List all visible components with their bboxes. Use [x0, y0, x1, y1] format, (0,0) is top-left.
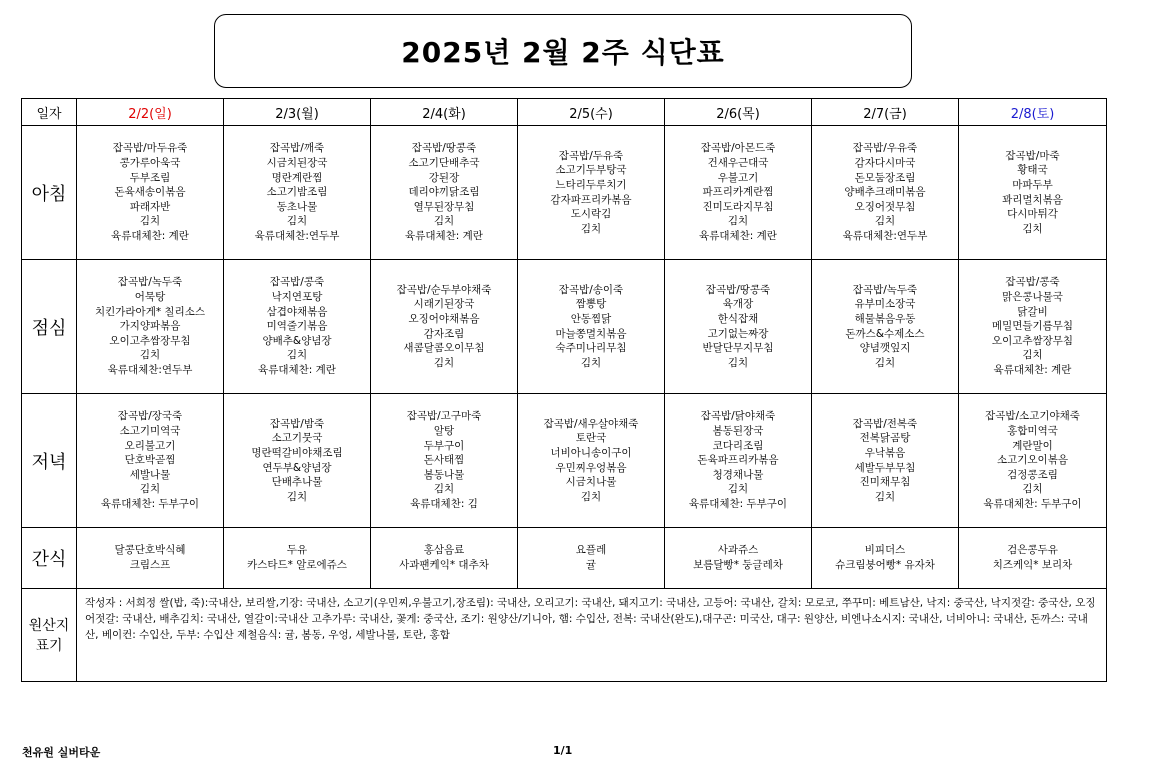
menu-cell [812, 260, 959, 394]
menu-item: 알탕 [433, 425, 455, 438]
menu-item: 단배추나물 [271, 476, 323, 489]
menu-item: 소고기단배추국 [408, 157, 480, 170]
menu-item: 김치 [139, 215, 161, 228]
menu-cell [518, 394, 665, 528]
menu-cell [812, 528, 959, 589]
menu-item: 청경채나물 [712, 468, 764, 481]
menu-item: 잡곡밥/녹두죽 [117, 276, 183, 289]
menu-item: 검은콩두유 [1007, 544, 1058, 557]
menu-item: 슈크림붕어빵* 유자차 [835, 559, 935, 571]
menu-item: 닭갈비 [1017, 305, 1048, 318]
menu-item: 육개장 [722, 298, 754, 311]
menu-item: 잡곡밥/밤죽 [269, 417, 325, 430]
menu-item: 돈모둠장조림 [854, 171, 916, 184]
menu-item: 소고기미역국 [119, 425, 181, 438]
menu-item: 사과쥬스 [717, 544, 759, 557]
menu-item: 강된장 [428, 171, 460, 184]
menu-cell [518, 528, 665, 589]
menu-item: 삼겹야채볶음 [266, 305, 328, 318]
menu-item: 감자다시마국 [854, 157, 916, 170]
day-header-0: 2/2(일) [77, 99, 224, 126]
menu-item: 파래자반 [129, 200, 171, 213]
menu-item: 너비아니송이구이 [550, 446, 632, 459]
menu-item: 비피더스 [864, 544, 906, 557]
menu-item: 양배추&양념장 [262, 334, 332, 347]
menu-item: 김치 [139, 483, 161, 496]
menu-item: 두부구이 [423, 439, 465, 452]
menu-cell [959, 260, 1107, 394]
footer-organization: 천유원 실버타운 [22, 746, 101, 759]
menu-item: 마파두부 [1012, 178, 1053, 191]
menu-item: 감자파프리카볶음 [550, 193, 632, 206]
menu-item: 오징어야채볶음 [408, 312, 480, 325]
menu-item: 소고기밤조림 [266, 186, 328, 199]
meal-row-0 [22, 126, 1107, 260]
menu-item: 잡곡밥/마두유죽 [112, 142, 188, 155]
menu-item: 시금치나물 [565, 476, 617, 489]
origin-label: 원산지 표기 [22, 589, 77, 682]
menu-item: 돈사태찜 [423, 454, 465, 467]
menu-item: 콩가루아욱국 [119, 157, 181, 170]
menu-item: 느타리두루치기 [555, 178, 627, 191]
menu-cell [371, 260, 518, 394]
menu-item: 오이고추쌈장무침 [991, 334, 1074, 347]
menu-item: 열무된장무침 [413, 200, 475, 213]
menu-item: 단호박곧찜 [124, 454, 176, 467]
menu-item: 진미도라지무침 [702, 200, 774, 213]
menu-item: 오리불고기 [124, 439, 176, 452]
menu-item: 김치 [1022, 222, 1043, 235]
menu-cell [665, 126, 812, 260]
menu-item: 크림스프 [129, 559, 171, 571]
menu-item: 검정콩조림 [1007, 468, 1058, 481]
menu-item: 사과팬케익* 대추차 [399, 559, 489, 571]
menu-cell [665, 528, 812, 589]
menu-cell [665, 260, 812, 394]
menu-item: 어묵탕 [134, 291, 166, 304]
menu-item: 시금치된장국 [266, 157, 328, 170]
menu-item: 봄동나물 [423, 468, 465, 481]
menu-item: 달콩단호박식혜 [114, 544, 186, 557]
day-header-3: 2/5(수) [518, 99, 665, 126]
menu-item: 세발나물 [129, 468, 171, 481]
menu-item: 소고기오이볶음 [996, 454, 1068, 467]
menu-item: 꽈리멸치볶음 [1002, 193, 1063, 206]
menu-cell [518, 260, 665, 394]
menu-item: 보름달빵* 둥글레차 [693, 559, 783, 571]
menu-item: 진미채무침 [859, 476, 911, 489]
menu-item: 전복닭곰탕 [859, 432, 911, 445]
snack-row [22, 528, 1107, 589]
menu-item: 새콤달콤오이무침 [403, 342, 485, 355]
menu-item: 잡곡밥/콩죽 [1005, 276, 1060, 289]
menu-item: 육류대체찬: 계란 [258, 363, 336, 376]
menu-item: 오징어젓무침 [854, 200, 916, 213]
menu-item: 김치 [286, 215, 308, 228]
menu-item: 데리야끼닭조림 [408, 186, 480, 199]
menu-cell [959, 126, 1107, 260]
menu-item: 잡곡밥/우유죽 [852, 142, 918, 155]
menu-item: 육류대체찬:연두부 [842, 229, 928, 242]
menu-item: 육류대체찬: 김 [410, 497, 478, 510]
menu-item: 반달단무지무침 [702, 342, 774, 355]
menu-cell [224, 528, 371, 589]
menu-item: 돈까스&수제소스 [845, 327, 925, 340]
menu-item: 양배추크래미볶음 [844, 186, 926, 199]
menu-item: 한식잡채 [717, 312, 759, 325]
menu-item: 다시마튀각 [1007, 208, 1058, 221]
menu-item: 맑은콩나물국 [1002, 291, 1063, 304]
menu-cell [959, 528, 1107, 589]
menu-item: 김치 [727, 215, 749, 228]
menu-item: 김치 [286, 349, 308, 362]
title-box [214, 14, 912, 88]
menu-item: 김치 [727, 483, 749, 496]
menu-item: 잡곡밥/순두부야채죽 [396, 283, 492, 296]
menu-item: 숙주미나리무침 [555, 342, 627, 355]
page-title: 2025년 2월 2주 식단표 [401, 36, 725, 69]
menu-cell [518, 126, 665, 260]
menu-item: 육류대체찬: 두부구이 [983, 497, 1082, 510]
meal-row-2 [22, 394, 1107, 528]
menu-item: 건새우근대국 [707, 157, 769, 170]
menu-cell [77, 394, 224, 528]
menu-item: 잡곡밥/땅콩죽 [705, 283, 771, 296]
menu-item: 잡곡밥/녹두죽 [852, 283, 918, 296]
menu-item: 고기없는짜장 [707, 327, 769, 340]
menu-item: 육류대체찬:연두부 [107, 363, 193, 376]
menu-item: 양념깻잎지 [859, 342, 911, 355]
menu-item: 코다리조림 [712, 439, 764, 452]
menu-item: 잡곡밥/콩죽 [269, 276, 325, 289]
meal-label: 저녁 [22, 394, 77, 528]
meal-row-1 [22, 260, 1107, 394]
menu-item: 오이고추쌈장무침 [109, 334, 191, 347]
menu-item: 소고기두부탕국 [555, 164, 627, 177]
menu-item: 잡곡밥/닭야채죽 [700, 410, 776, 423]
menu-item: 홍합미역국 [1007, 425, 1058, 438]
meal-label: 아침 [22, 126, 77, 260]
menu-item: 메밀면들기름무침 [991, 320, 1074, 333]
menu-item: 짬뽕탕 [575, 298, 607, 311]
menu-item: 육류대체찬: 두부구이 [688, 497, 788, 510]
menu-item: 잡곡밥/아몬드죽 [700, 142, 776, 155]
menu-item: 황태국 [1017, 164, 1048, 177]
menu-item: 안동찜닭 [570, 312, 612, 325]
menu-item: 김치 [874, 215, 896, 228]
menu-item: 감자조림 [423, 327, 465, 340]
origin-row [22, 589, 1107, 682]
menu-item: 가지양파볶음 [119, 320, 181, 333]
menu-cell [665, 394, 812, 528]
menu-item: 카스타드* 알로에쥬스 [247, 559, 347, 571]
menu-item: 돈육새송이볶음 [114, 186, 186, 199]
menu-item: 잡곡밥/전복죽 [852, 417, 918, 430]
menu-cell [224, 394, 371, 528]
menu-item: 세발두부무침 [854, 461, 916, 474]
menu-item: 잡곡밥/깨죽 [269, 142, 325, 155]
menu-item: 두유 [286, 544, 308, 557]
menu-item: 미역줄기볶음 [266, 320, 328, 333]
menu-item: 잡곡밥/장국죽 [117, 410, 183, 423]
menu-item: 김치 [727, 356, 749, 369]
day-header-5: 2/7(금) [812, 99, 959, 126]
date-header-row [22, 99, 1107, 126]
menu-item: 우낙볶음 [864, 446, 906, 459]
snack-label: 간식 [22, 528, 77, 589]
menu-item: 육류대체찬: 계란 [405, 229, 483, 242]
menu-item: 연두부&양념장 [262, 461, 332, 474]
menu-item: 토란국 [575, 432, 607, 445]
menu-cell [371, 528, 518, 589]
menu-item: 육류대체찬: 계란 [993, 363, 1072, 376]
menu-item: 봄동된장국 [712, 425, 764, 438]
menu-item: 김치 [433, 215, 455, 228]
menu-item: 명란계란찜 [271, 171, 323, 184]
day-header-6: 2/8(토) [959, 99, 1107, 126]
meal-label: 점심 [22, 260, 77, 394]
day-header-1: 2/3(월) [224, 99, 371, 126]
menu-item: 김치 [580, 222, 602, 235]
menu-item: 잡곡밥/소고기야채죽 [985, 410, 1080, 423]
menu-cell [224, 260, 371, 394]
date-header-label: 일자 [22, 99, 77, 126]
menu-item: 계란말이 [1012, 439, 1053, 452]
menu-item: 김치 [286, 490, 308, 503]
menu-item: 시래기된장국 [413, 298, 475, 311]
menu-item: 김치 [1022, 349, 1043, 362]
footer-page-number: 1/1 [553, 744, 573, 757]
menu-item: 명란떡갈비야채조림 [251, 446, 343, 459]
menu-item: 치킨가라아게* 칠리소스 [94, 305, 206, 318]
menu-cell [959, 394, 1107, 528]
menu-item: 소고기뭇국 [271, 432, 323, 445]
menu-item: 김치 [139, 349, 161, 362]
menu-cell [371, 126, 518, 260]
menu-item: 낙지연포탕 [271, 291, 323, 304]
day-header-2: 2/4(화) [371, 99, 518, 126]
menu-item: 도시락김 [570, 208, 612, 221]
menu-item: 김치 [433, 483, 455, 496]
menu-item: 파프리카계란찜 [702, 186, 774, 199]
menu-item: 치즈케익* 보리차 [992, 559, 1073, 571]
menu-item: 마늘쫑멸치볶음 [555, 327, 627, 340]
menu-item: 잡곡밥/송이죽 [558, 283, 624, 296]
menu-item: 육류대체찬: 두부구이 [100, 497, 200, 510]
menu-item: 김치 [1022, 483, 1043, 496]
menu-item: 두부조림 [129, 171, 171, 184]
day-header-4: 2/6(목) [665, 99, 812, 126]
menu-item: 김치 [433, 356, 455, 369]
menu-item: 육류대체찬: 계란 [111, 229, 189, 242]
menu-cell [371, 394, 518, 528]
menu-item: 잡곡밥/두유죽 [558, 149, 624, 162]
menu-item: 해물볶음우동 [854, 312, 916, 325]
menu-item: 동초나물 [276, 200, 318, 213]
origin-text: 작성자 : 서희정 쌀(밥, 죽):국내산, 보리쌀,기장: 국내산, 소고기(우민찌,우불고기,장조림): 국내산, 오리고기: 국내산, 돼지고기: 국내산, 고등어: 국내산, 갈치: 모로코, 쭈꾸미: 베트남산, 낙지: 중국산, 낙지젓갈: 중국산, 오징어젓갈: 국내산, 배추김치: 국내산, 열갈이:국내산 고추가루: 국내산, 꽃게: 중국산, 조기: 원양산/기니아, 햄: 수입산, 전복: 국내산(완도),대구곤: 미국산, 대구: 원양산, 비엔나소시지: 국내산, 너비아니: 국내산, 돈까스: 국내산, 베이컨: 수입산, 두부: 수입산 제철음식: 귤, 봄동, 우엉, 세발나물, 토란, 홍합 [77, 589, 1107, 682]
menu-item: 육류대체찬: 계란 [699, 229, 777, 242]
menu-item: 김치 [580, 490, 602, 503]
menu-item: 홍삼음료 [423, 544, 465, 557]
meal-plan-table [21, 98, 1107, 682]
menu-cell [77, 528, 224, 589]
menu-item: 유부미소장국 [854, 298, 916, 311]
menu-cell [77, 126, 224, 260]
menu-item: 잡곡밥/새우살야채죽 [543, 417, 639, 430]
menu-item: 우민찌우엉볶음 [555, 461, 627, 474]
menu-item: 잡곡밥/고구마죽 [406, 410, 482, 423]
menu-item: 잡곡밥/땅콩죽 [411, 142, 477, 155]
menu-item: 잡곡밥/마죽 [1005, 149, 1060, 162]
menu-item: 육류대체찬:연두부 [254, 229, 340, 242]
menu-item: 김치 [874, 356, 896, 369]
menu-item: 돈육파프리카볶음 [697, 454, 779, 467]
menu-cell [77, 260, 224, 394]
menu-cell [812, 126, 959, 260]
menu-cell [224, 126, 371, 260]
menu-item: 김치 [580, 356, 602, 369]
menu-item: 요플레 [575, 544, 607, 557]
menu-cell [812, 394, 959, 528]
menu-item: 김치 [874, 490, 896, 503]
menu-item: 우불고기 [717, 171, 759, 184]
menu-item: 귤 [585, 559, 597, 571]
